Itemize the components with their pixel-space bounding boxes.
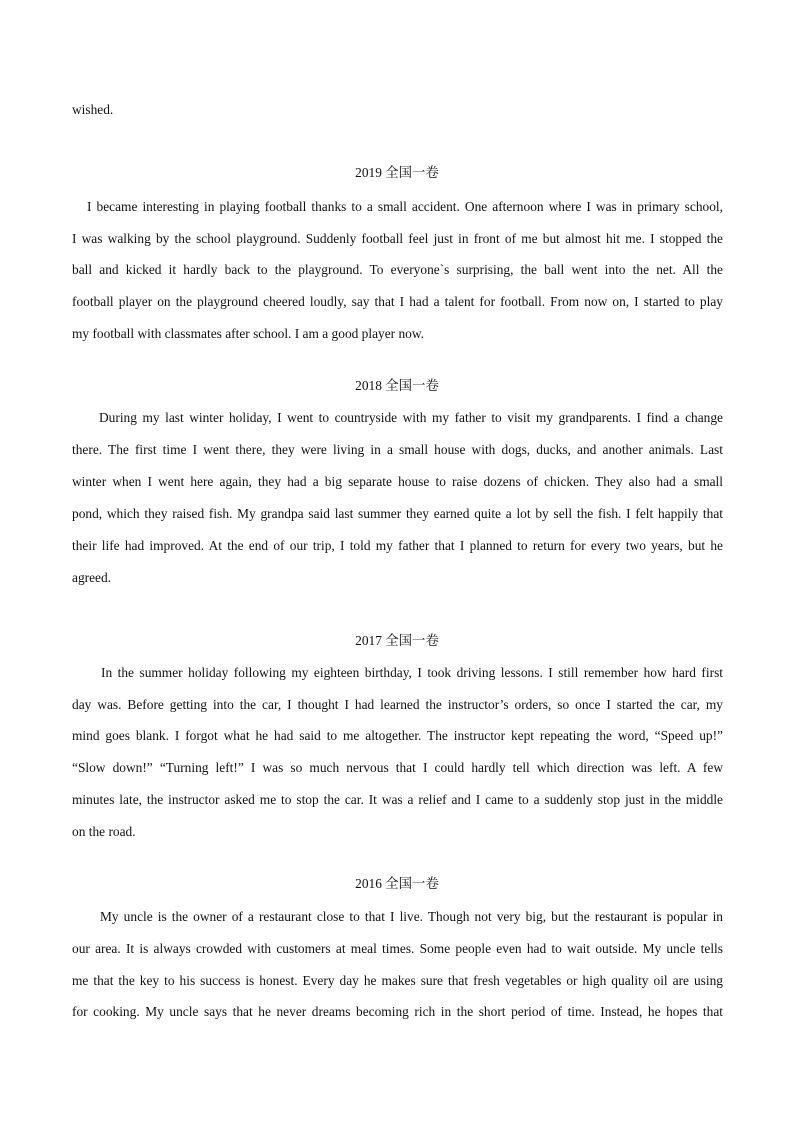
essay-line: ball and kicked it hardly back to the playground. To everyone`s surprising, the ball went into the net. All the bbox=[72, 262, 723, 277]
essay-line: day was. Before getting into the car, I thought I had learned the instructor’s orders, so once I started the car, my bbox=[72, 697, 723, 712]
essay-line: pond, which they raised fish. My grandpa said last summer they earned quite a lot by sell the fish. I felt happily that bbox=[72, 506, 723, 521]
essay-line: I became interesting in playing football thanks to a small accident. One afternoon where I was in primary school, bbox=[87, 199, 723, 214]
continued-text: wished. bbox=[72, 102, 114, 117]
section-heading-2018: 2018 全国一卷 bbox=[355, 378, 439, 393]
section-heading-2016: 2016 全国一卷 bbox=[355, 876, 439, 891]
essay-line: there. The first time I went there, they were living in a small house with dogs, ducks, and another animals. Last bbox=[72, 442, 723, 457]
section-heading-2017: 2017 全国一卷 bbox=[355, 633, 439, 648]
essay-line: mind goes blank. I forgot what he had said to me altogether. The instructor kept repeating the word, “Speed up!” bbox=[72, 728, 723, 743]
essay-line: me that the key to his success is honest. Every day he makes sure that fresh vegetables or high quality oil are using bbox=[72, 973, 723, 988]
essay-line: In the summer holiday following my eighteen birthday, I took driving lessons. I still remember how hard first bbox=[101, 665, 723, 680]
essay-line: football player on the playground cheered loudly, say that I had a talent for football. From now on, I started to play bbox=[72, 294, 723, 309]
essay-line: My uncle is the owner of a restaurant close to that I live. Though not very big, but the restaurant is popular in bbox=[100, 909, 723, 924]
essay-line: my football with classmates after school. I am a good player now. bbox=[72, 326, 425, 341]
essay-line: our area. It is always crowded with customers at meal times. Some people even had to wait outside. My uncle tells bbox=[72, 941, 723, 956]
essay-line: their life had improved. At the end of our trip, I told my father that I planned to return for every two years, but he bbox=[72, 538, 723, 553]
essay-line: During my last winter holiday, I went to countryside with my father to visit my grandparents. I find a change bbox=[99, 410, 723, 425]
essay-line: on the road. bbox=[72, 824, 136, 839]
section-heading-2019: 2019 全国一卷 bbox=[355, 165, 439, 180]
essay-line: minutes late, the instructor asked me to stop the car. It was a relief and I came to a suddenly stop just in the middle bbox=[72, 792, 723, 807]
essay-line: I was walking by the school playground. Suddenly football feel just in front of me but almost hit me. I stopped the bbox=[72, 231, 723, 246]
essay-line: winter when I went here again, they had a big separate house to raise dozens of chicken. They also had a small bbox=[72, 474, 723, 489]
essay-line: “Slow down!” “Turning left!” I was so much nervous that I could hardly tell which direction was left. A few bbox=[72, 760, 723, 775]
essay-line: agreed. bbox=[72, 570, 112, 585]
essay-line: for cooking. My uncle says that he never dreams becoming rich in the short period of time. Instead, he hopes that bbox=[72, 1004, 723, 1019]
